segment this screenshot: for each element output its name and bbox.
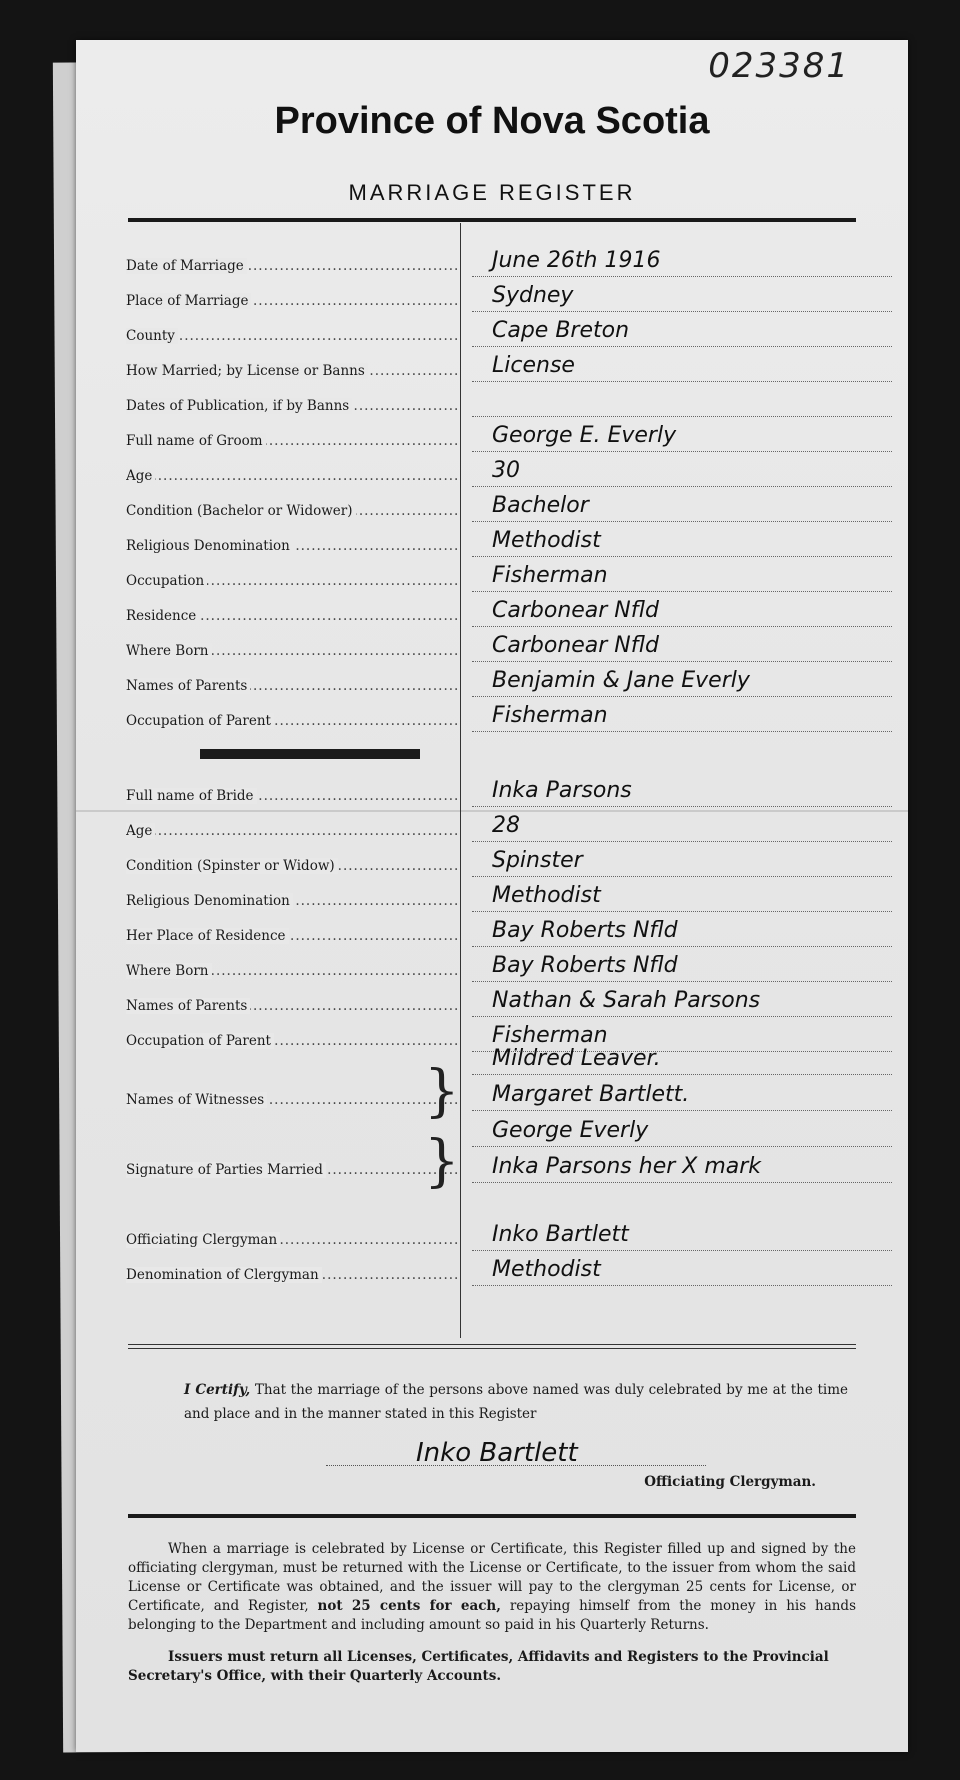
section-separator — [200, 749, 420, 759]
field-label-row — [126, 957, 458, 985]
field-label: Religious Denomination — [126, 893, 293, 909]
signature-bride: Inka Parsons her X mark — [472, 1152, 892, 1183]
field-value: License — [472, 351, 892, 382]
field-value: Fisherman — [472, 561, 892, 592]
field-label-row — [126, 532, 458, 560]
field-label-row — [126, 567, 458, 595]
field-label-row — [126, 252, 458, 280]
field-label-row — [126, 922, 458, 950]
field-label-row — [126, 427, 458, 455]
marriage-register-form — [76, 40, 908, 1752]
field-label: Age — [126, 823, 155, 839]
document-subtitle: MARRIAGE REGISTER — [348, 180, 636, 205]
return-instructions: When a marriage is celebrated by License or Certificate, this Register filled up and signed by the officiating clergyman, must be returned with the License or Certificate, to the issuer from whom the said License or Certificate was obtained, and the issuer will pay to the clergyman 25 cents for License, or Certificate, and Register, not 25 cents for each, repaying himself from the money in his hands belonging to the Department and including amount so paid in his Quarterly Returns. — [128, 1541, 857, 1633]
field-value: Carbonear Nfld — [472, 596, 892, 627]
certify-lead: I Certify, — [184, 1382, 251, 1398]
field-value: Nathan & Sarah Parsons — [472, 986, 892, 1017]
footer-rule — [128, 1514, 856, 1518]
field-label: How Married; by License or Banns — [126, 363, 368, 379]
field-value: Cape Breton — [472, 316, 892, 347]
signatures-label: Signature of Parties Married — [126, 1162, 326, 1178]
field-label-row — [126, 992, 458, 1020]
field-label-row — [126, 782, 458, 810]
field-label-row — [126, 852, 458, 880]
field-label: Names of Parents — [126, 678, 250, 694]
signatures-label-row — [126, 1156, 458, 1184]
field-label-row — [126, 602, 458, 630]
field-value: Inka Parsons — [472, 776, 892, 807]
serial-number: 023381 — [708, 46, 850, 86]
field-label: Where Born — [126, 643, 212, 659]
field-label-row — [126, 497, 458, 525]
field-value: 30 — [472, 456, 892, 487]
field-label: Where Born — [126, 963, 212, 979]
field-label: Place of Marriage — [126, 293, 251, 309]
witness-1: Mildred Leaver. — [472, 1044, 892, 1075]
field-value: Benjamin & Jane Everly — [472, 666, 892, 697]
field-label: Full name of Bride — [126, 788, 257, 804]
issuers-note: Issuers must return all Licenses, Certificates, Affidavits and Registers to the Provincial Secretary's Office, with their Quarterly Accounts. — [128, 1649, 829, 1684]
field-label-row — [126, 637, 458, 665]
field-label: Full name of Groom — [126, 433, 266, 449]
field-label-row — [126, 707, 458, 735]
field-label-row — [126, 887, 458, 915]
field-label: Occupation of Parent — [126, 1033, 274, 1049]
field-label: Officiating Clergyman — [126, 1232, 280, 1248]
certification-rule — [128, 1344, 856, 1349]
field-value: George E. Everly — [472, 421, 892, 452]
field-label: Religious Denomination — [126, 538, 293, 554]
field-label: Denomination of Clergyman — [126, 1267, 322, 1283]
field-value: Bachelor — [472, 491, 892, 522]
field-label: Dates of Publication, if by Banns — [126, 398, 352, 414]
field-value: Carbonear Nfld — [472, 631, 892, 662]
document-title: Province of Nova Scotia — [274, 100, 710, 142]
field-label-row — [126, 462, 458, 490]
field-label-row — [126, 672, 458, 700]
field-label-row — [126, 1027, 458, 1055]
column-divider — [460, 223, 461, 1338]
certification-text — [184, 1378, 848, 1426]
field-value: Inko Bartlett — [472, 1220, 892, 1251]
field-value: June 26th 1916 — [472, 246, 892, 277]
field-value: Methodist — [472, 881, 892, 912]
witness-2: Margaret Bartlett. — [472, 1080, 892, 1111]
field-label-row — [126, 357, 458, 385]
witnesses-brace: } — [424, 1059, 460, 1124]
field-label-row — [126, 287, 458, 315]
signer-title: Officiating Clergyman. — [644, 1474, 816, 1490]
witnesses-label: Names of Witnesses — [126, 1092, 267, 1108]
field-value: Methodist — [472, 526, 892, 557]
field-label: Condition (Bachelor or Widower) — [126, 503, 356, 519]
field-label: County — [126, 328, 178, 344]
clergy-signature: Inko Bartlett — [326, 1440, 706, 1466]
field-label: Occupation of Parent — [126, 713, 274, 729]
signature-groom: George Everly — [472, 1116, 892, 1147]
field-label-row — [126, 322, 458, 350]
field-label-row — [126, 1226, 458, 1254]
field-value: Methodist — [472, 1255, 892, 1286]
field-label: Residence — [126, 608, 199, 624]
field-label-row — [126, 1261, 458, 1289]
field-label-row — [126, 392, 458, 420]
field-value: Fisherman — [472, 1021, 892, 1052]
field-value: Fisherman — [472, 701, 892, 732]
field-value: Bay Roberts Nfld — [472, 951, 892, 982]
witnesses-label-row — [126, 1086, 458, 1114]
field-label: Her Place of Residence — [126, 928, 289, 944]
field-value — [472, 386, 892, 417]
signatures-brace: } — [424, 1129, 460, 1194]
field-label: Names of Parents — [126, 998, 250, 1014]
field-label: Age — [126, 468, 155, 484]
field-value: Bay Roberts Nfld — [472, 916, 892, 947]
header-rule — [128, 218, 856, 222]
certify-body: That the marriage of the persons above named was duly celebrated by me at the time and place and in the manner stated in this Register — [184, 1382, 849, 1422]
field-value: 28 — [472, 811, 892, 842]
field-value: Spinster — [472, 846, 892, 877]
field-label: Date of Marriage — [126, 258, 247, 274]
field-label: Condition (Spinster or Widow) — [126, 858, 338, 874]
field-label-row — [126, 817, 458, 845]
field-label: Occupation — [126, 573, 207, 589]
field-value: Sydney — [472, 281, 892, 312]
